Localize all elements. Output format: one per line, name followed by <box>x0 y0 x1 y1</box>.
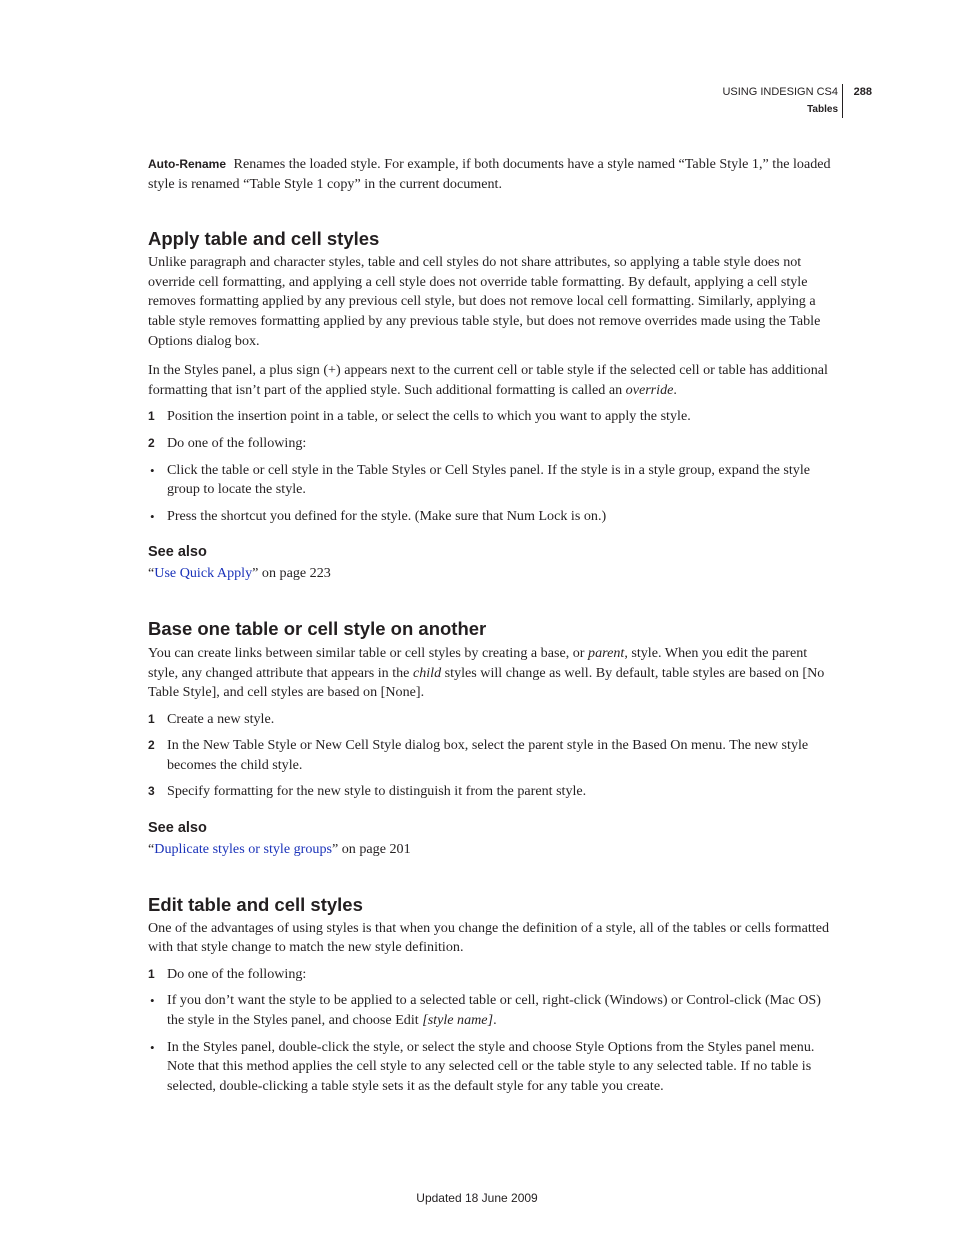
page-footer: Updated 18 June 2009 <box>416 1191 538 1205</box>
base-p1-text-3: styles will change as well. By default, table styles are based on [No Table Style], and cell styles are based on [None]. <box>148 664 825 701</box>
step-text: Create a new style. <box>167 710 275 727</box>
heading-apply-styles: Apply table and cell styles <box>148 228 380 250</box>
section-title: Tables <box>807 104 838 115</box>
apply-paragraph-2 <box>148 361 840 400</box>
edit-step-1 <box>148 965 840 985</box>
bullet-text: Press the shortcut you defined for the style. (Make sure that Num Lock is on.) <box>167 507 607 524</box>
apply-step-1 <box>148 407 840 427</box>
see-also-reference <box>148 564 840 584</box>
apply-bullet-2 <box>148 507 840 527</box>
step-number: 1 <box>148 966 155 981</box>
base-p1-em-parent: parent <box>588 644 625 661</box>
bullet-mark: • <box>150 993 155 1009</box>
step-text: In the New Table Style or New Cell Style dialog box, select the parent style in the Based On menu. The new style becomes the child style. <box>167 737 809 773</box>
auto-rename-paragraph <box>148 155 840 194</box>
apply-paragraph-1: Unlike paragraph and character styles, table and cell styles do not share attributes, so applying a table style does not override cell formatting, and applying a cell style does not override table formatting. By default, applying a cell style removes formatting applied by any previous cell style, but does not remove local cell formatting. Similarly, applying a table style removes formatting applied by any previous table style, but does not remove overrides made using the Table Options dialog box. <box>148 254 821 349</box>
bullet-text: Click the table or cell style in the Table Styles or Cell Styles panel. If the style is in a style group, expand the style group to locate the style. <box>167 461 811 498</box>
see-also-heading: See also <box>148 544 207 561</box>
bullet-text: If you don’t want the style to be applied to a selected table or cell, right-click (Windows) or Control-click (Mac OS) the style in the Styles panel, and choose Edit <box>167 992 821 1029</box>
edit-paragraph-1: One of the advantages of using styles is that when you change the definition of a style, all of the tables or cells formatted with that style change to match the new style definition. <box>148 919 830 956</box>
header-titles <box>722 84 843 118</box>
step-number: 2 <box>148 738 155 753</box>
step-number: 1 <box>148 409 155 424</box>
page-reference: ” on page 201 <box>331 841 411 858</box>
base-step-1 <box>148 710 840 730</box>
step-text: Do one of the following: <box>167 434 307 451</box>
step-text: Specify formatting for the new style to distinguish it from the parent style. <box>167 783 587 800</box>
step-number: 3 <box>148 784 155 799</box>
base-paragraph-1 <box>148 644 840 703</box>
step-text: Do one of the following: <box>167 965 307 982</box>
edit-bullet-2 <box>148 1038 840 1097</box>
step-number: 2 <box>148 435 155 450</box>
edit-bullet-1 <box>148 991 840 1030</box>
use-quick-apply-link[interactable]: Use Quick Apply <box>154 565 253 582</box>
base-step-2 <box>148 736 840 775</box>
see-also-heading: See also <box>148 820 207 837</box>
bullet-end: . <box>493 1012 497 1029</box>
bullet-mark: • <box>150 462 155 478</box>
apply-p2-end: . <box>673 381 677 398</box>
duplicate-styles-link[interactable]: Duplicate styles or style groups <box>154 841 332 858</box>
base-p1-text-2: , style. When you edit the parent style, any changed attribute that appears in the <box>148 644 808 681</box>
heading-edit-styles: Edit table and cell styles <box>148 893 363 915</box>
auto-rename-text: Renames the loaded style. For example, if both documents have a style named “Table Style 1,” the loaded style is renamed “Table Style 1 copy” in the current document. <box>148 156 831 192</box>
running-header <box>640 84 872 120</box>
base-step-3 <box>148 782 840 802</box>
quote-open: “ <box>148 841 155 858</box>
bullet-em: [style name] <box>422 1012 494 1029</box>
term-auto-rename: Auto-Rename <box>148 157 227 171</box>
see-also-reference <box>148 840 840 860</box>
bullet-text: In the Styles panel, double-click the style, or select the style and choose Style Options from the Styles panel menu. Note that this method applies the cell style to any selected cell or the table style to any selected table. If no table is selected, double-clicking a table style sets it as the default style for any table you create. <box>167 1038 815 1094</box>
step-number: 1 <box>148 711 155 726</box>
quote-open: “ <box>148 565 155 582</box>
step-text: Position the insertion point in a table, or select the cells to which you want to apply the style. <box>167 408 691 425</box>
heading-base-style: Base one table or cell style on another <box>148 617 487 639</box>
base-p1-text: You can create links between similar table or cell styles by creating a base, or <box>148 644 589 661</box>
page-reference: ” on page 223 <box>252 565 331 582</box>
apply-step-2 <box>148 434 840 454</box>
doc-title: USING INDESIGN CS4 <box>722 86 838 98</box>
apply-p2-text: In the Styles panel, a plus sign (+) appears next to the current cell or table style if the selected cell or table has additional formatting that isn’t part of the applied style. Such additional formatting is called an <box>148 362 828 398</box>
page-number: 288 <box>853 86 872 98</box>
bullet-mark: • <box>150 1039 155 1055</box>
apply-bullet-1 <box>148 461 840 500</box>
page-content <box>148 155 840 1096</box>
base-p1-em-child: child <box>412 664 442 681</box>
apply-p2-em: override <box>625 381 674 398</box>
bullet-mark: • <box>150 508 155 524</box>
